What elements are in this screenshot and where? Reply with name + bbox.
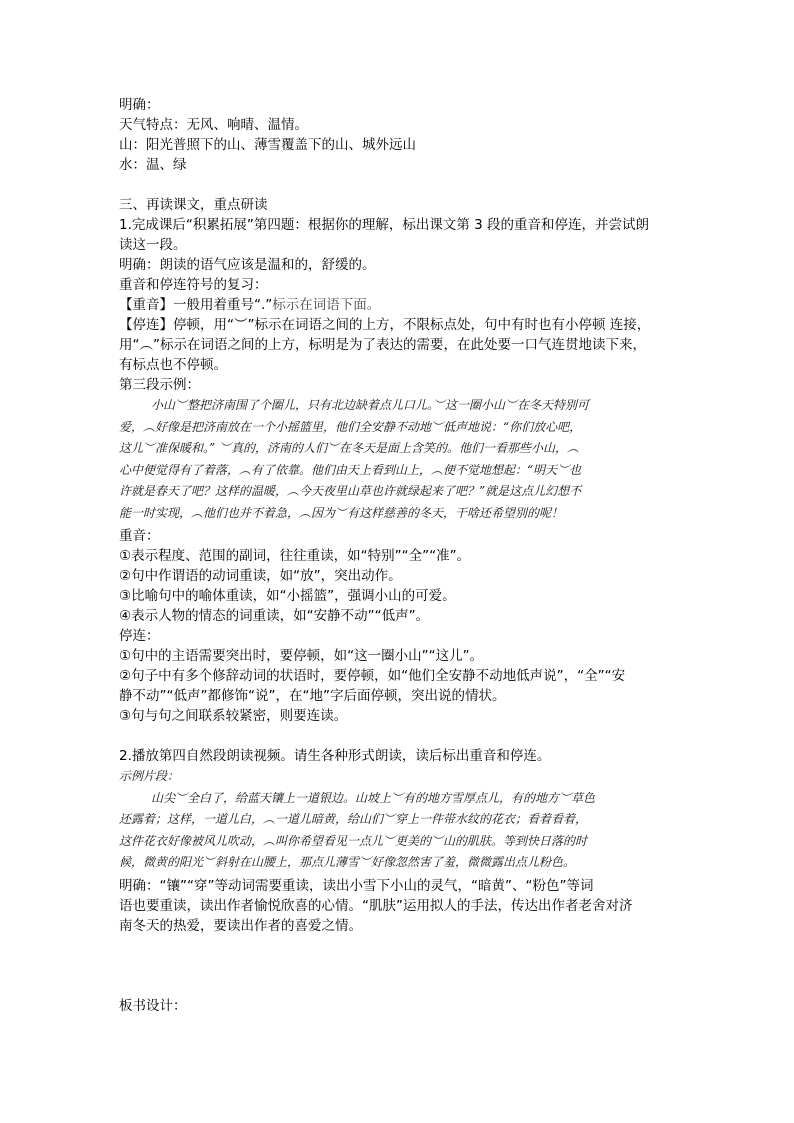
stress-point: ①表示程度、范围的副词，往往重读，如“特别”“全”“准”。 [119,548,471,564]
example-passage [119,395,684,524]
fragment-title: 示例片段： [119,769,180,783]
task2-clarify-line-2: 语也要重读，读出作者愉悦欣喜的心情。“肌肤”运用拟人的手法，传达出作者老舍对济 [119,897,633,914]
stress-point: ③比喻句中的喻体重读，如“小摇篮”，强调小山的可爱。 [119,588,456,604]
pause-point: ②句子中有多个修辞动词的状语时，要停顿，如“他们全安静不动地低声说”，“全”“安 [119,668,626,684]
clarify-heading: 明确： [119,97,160,113]
task2-clarify-line-1: 明确：“镶”“穿”等动词需要重读，读出小雪下小山的灵气，“暗黄”、“粉色”等词 [119,877,594,894]
spacer [119,726,684,746]
pause-definition-line-3: 有标点也不停顿。 [119,357,227,373]
stress-point: ②句中作谓语的动词重读，如“放”，突出动作。 [119,568,402,584]
stress-title: 重音： [119,528,160,544]
fragment-line: 还露着；这样，一道儿白，︵一道儿暗黄，给山们︶穿上一件带水纹的花衣；看着看着， [119,812,588,826]
example-line: 小山︶整把济南围了个圈儿，只有北边缺着点儿口儿。︶这一圈小山︶在冬天特别可 [151,398,590,412]
water-features: 水：温、绿 [119,157,187,173]
review-title: 重音和停连符号的复习： [119,277,268,293]
task2-instruction: 2.播放第四自然段朗读视频。请生各种形式朗读，读后标出重音和停连。 [119,748,551,764]
fragment-line: 山尖︶全白了，给蓝天镶上一道银边。山坡上︶有的地方雪厚点儿，有的地方︶草色 [151,790,596,805]
example-line: 许就是春天了吧？这样的温暖，︵今天夜里山草也许就绿起来了吧？”就是这点儿幻想不 [119,484,582,498]
clarify-tone: 明确：朗读的语气应该是温和的，舒缓的。 [119,257,376,273]
example-line: 爱，︵好像是把济南放在一个小摇篮里，他们全安静不动地︶低声地说：“你们放心吧， [119,419,582,434]
stress-point: ④表示人物的情态的词重读，如“安静不动”“低声”。 [119,608,430,624]
pause-definition-line-2: 用“︵”标示在词语之间的上方，标明是为了表达的需要，在此处要一口气连贯地读下来， [119,337,646,353]
pause-point: 静不动”“低声”都修饰“说”，在“地”字后面停顿，突出说的情状。 [119,688,506,704]
fragment-line: 候，微黄的阳光︶斜射在山腰上，那点儿薄雪︶好像忽然害了羞，微微露出点儿粉色。 [119,855,576,869]
task1-line-2: 读这一段。 [119,237,187,253]
pause-point: ③句与句之间联系较紧密，则要连读。 [119,708,348,724]
weather-features: 天气特点：无风、响晴、温情。 [119,117,308,133]
example-line: 这儿︶准保暖和。” ︶真的，济南的人们︶在冬天是面上含笑的。他们一看那些小山，︵ [119,441,579,455]
pause-point: ①句中的主语需要突出时，要停顿，如“这一圈小山”“这儿”。 [119,648,484,664]
example-line: 心中便觉得有了着落，︵有了依靠。他们由天上看到山上，︵便不觉地想起：“明天︶也 [119,462,582,477]
example-line: 能一时实现，︵他们也并不着急，︵因为︶有这样慈善的冬天，干啥还希望别的呢！ [119,505,564,520]
spacer [119,936,684,996]
mountain-features: 山：阳光普照下的山、薄雪覆盖下的山、城外远山 [119,137,416,153]
stress-definition [119,295,684,315]
stress-definition-prefix: 【重音】一般用着重号“.” [119,297,273,313]
pause-definition-line-1: 【停连】停顿，用“︶”标示在词语之间的上方，不限标点处，句中有时也有小停顿 连接， [119,317,651,333]
section-three-heading: 三、再读课文，重点研读 [119,197,268,213]
fragment-passage [119,788,684,874]
board-design-title: 板书设计： [119,997,187,1014]
example-title: 第三段示例： [119,377,200,393]
task1-line-1: 1.完成课后“积累拓展”第四题：根据你的理解，标出课文第 3 段的重音和停连，并尝试朗 [119,217,650,233]
stress-definition-suffix: 标示在词语下面。 [272,297,381,313]
pause-title: 停连： [119,628,160,644]
document-page [119,95,684,1016]
spacer [119,175,684,195]
fragment-line: 这件花衣好像被风儿吹动，︵叫你希望看见一点儿︶更美的︶山的肌肤。等到快日落的时 [119,833,588,848]
task2-clarify-line-3: 南冬天的热爱，要读出作者的喜爱之情。 [119,917,362,934]
